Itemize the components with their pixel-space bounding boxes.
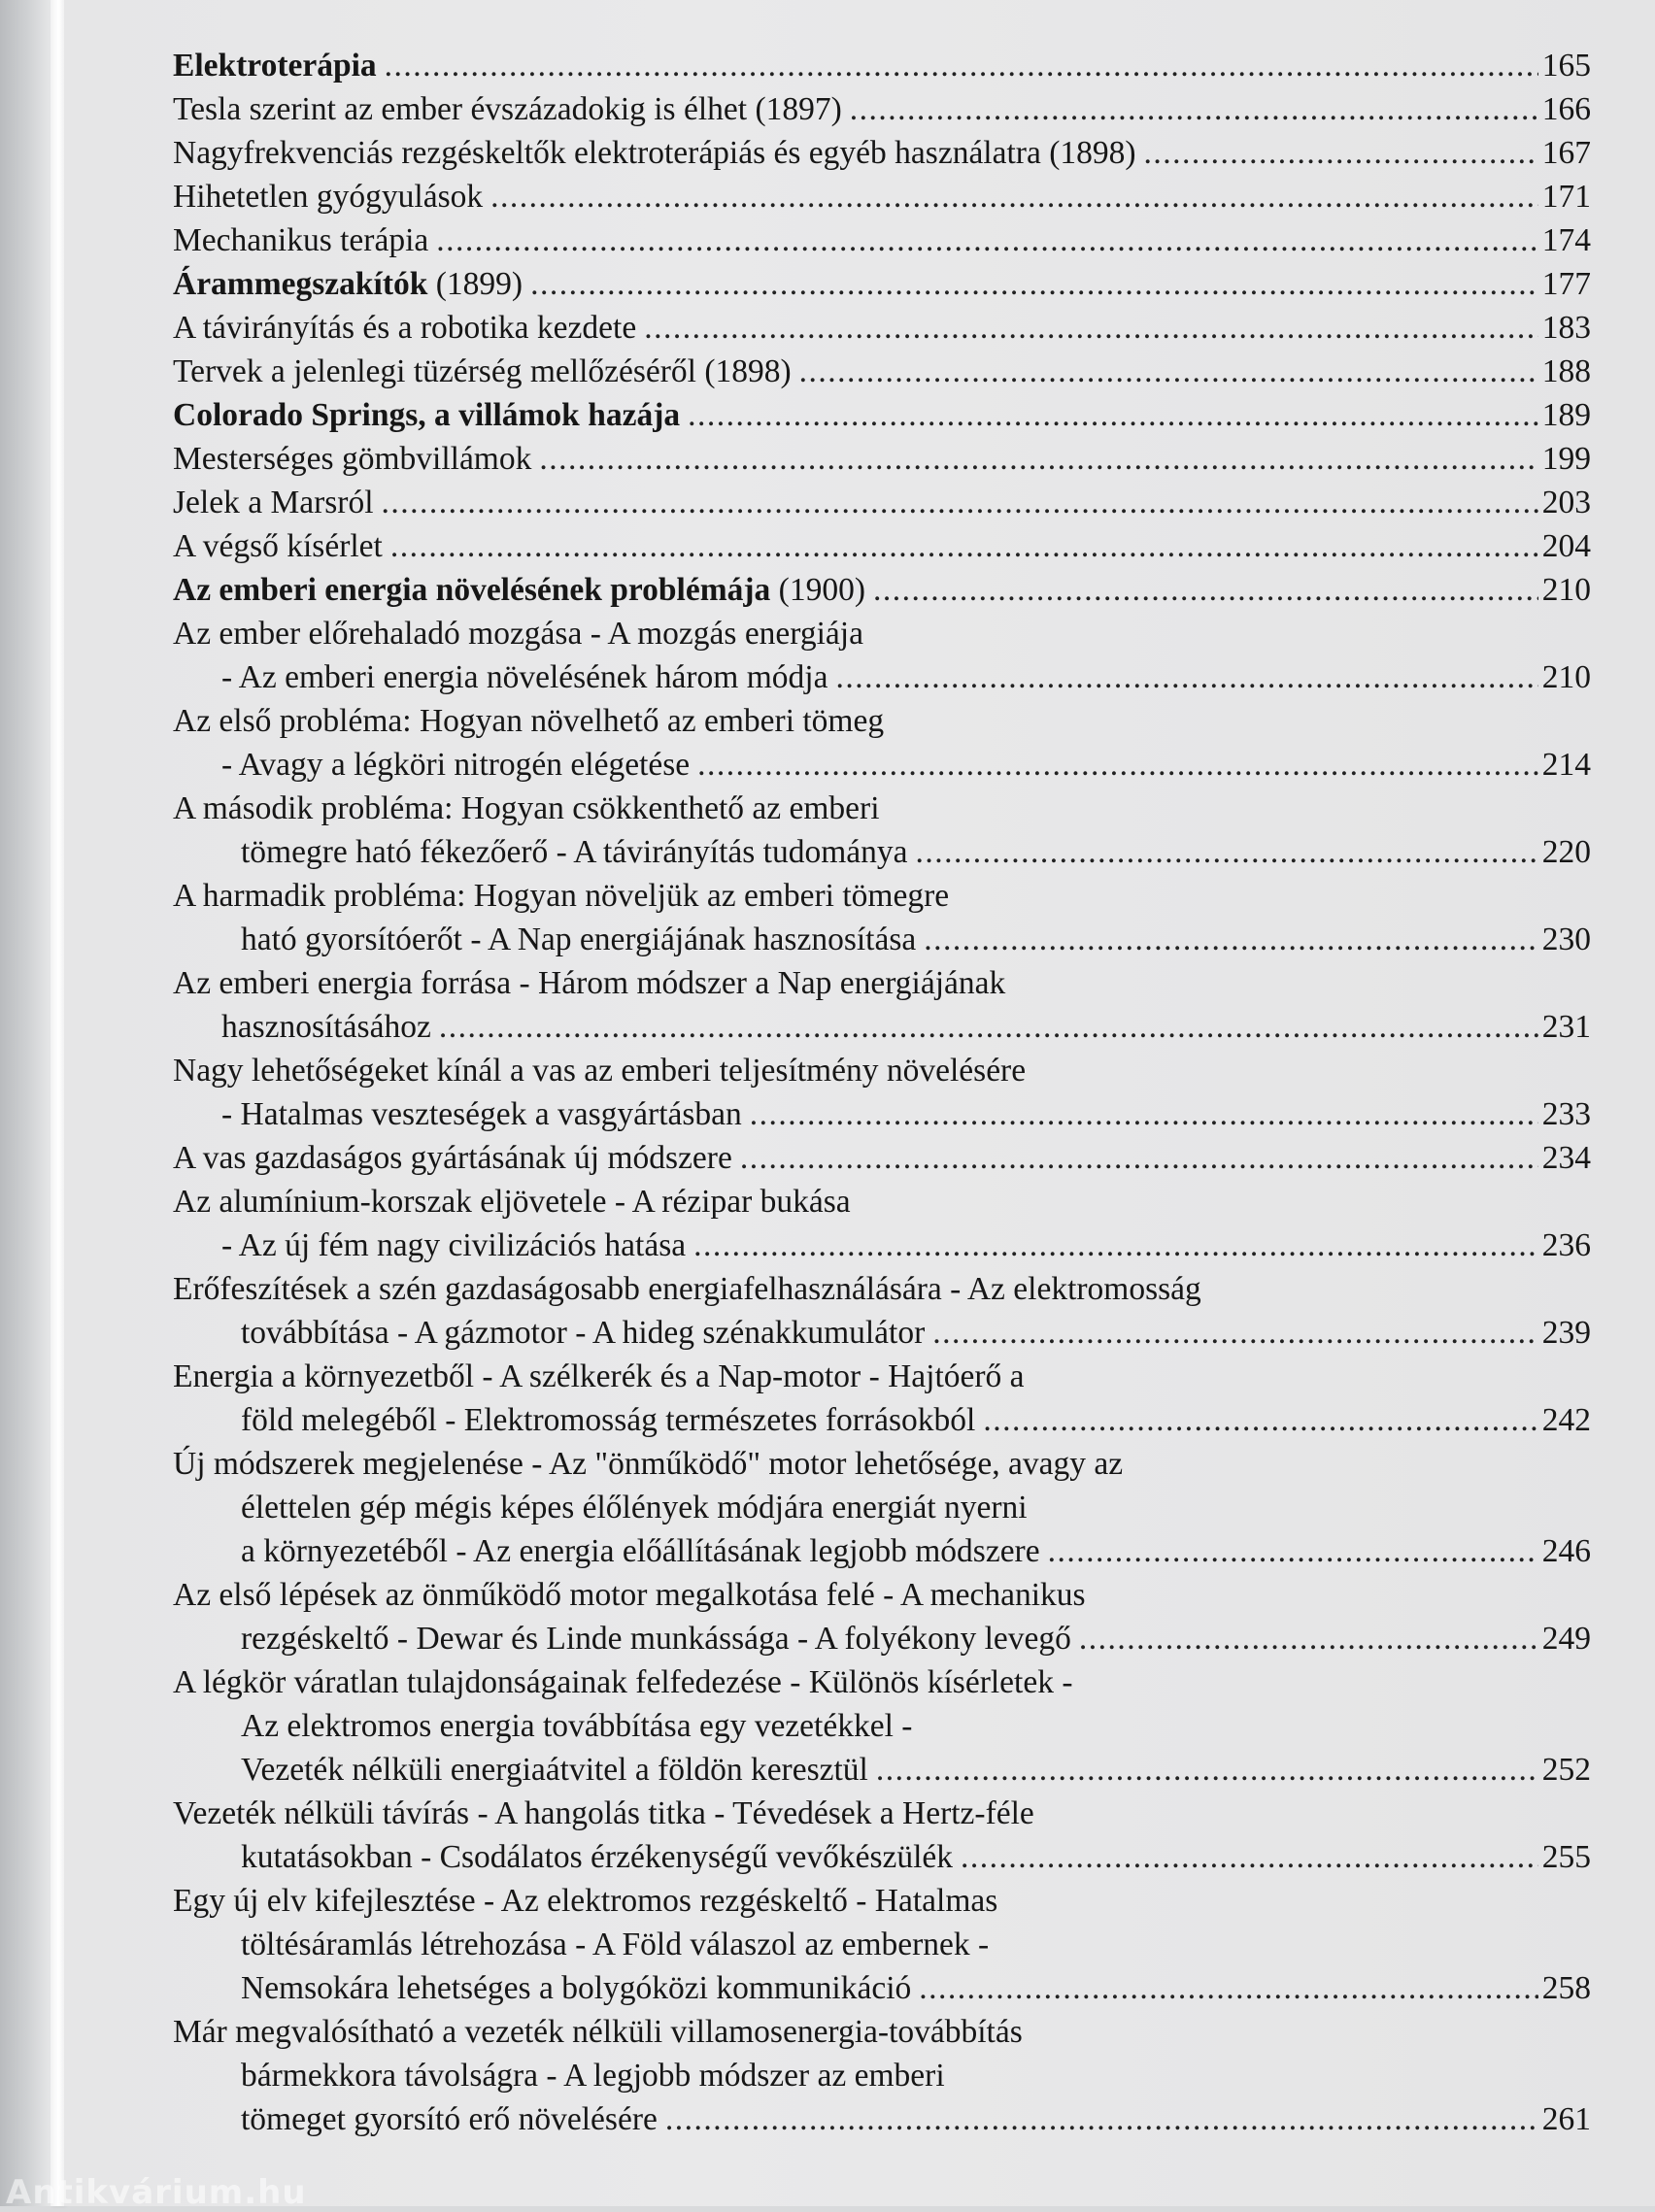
toc-entry-title: Vezeték nélküli energiaátvitel a földön keresztül	[241, 1752, 868, 1788]
toc-entry	[173, 1311, 1591, 1355]
toc-leader-dots	[919, 1966, 1537, 2010]
toc-entry-title: - Az emberi energia növelésének három módja	[221, 659, 828, 695]
toc-page-number: 239	[1541, 1315, 1591, 1351]
toc-entry-title: rezgéskeltő - Dewar és Linde munkássága - A folyékony levegő	[241, 1621, 1071, 1657]
toc-leader-dots	[961, 1835, 1538, 1879]
toc-entry	[173, 350, 1591, 393]
toc-page-number: 199	[1541, 441, 1591, 477]
toc-page-number: 203	[1541, 485, 1591, 520]
toc-entry	[173, 1398, 1591, 1442]
toc-entry	[173, 131, 1591, 175]
toc-entry-title: A harmadik probléma: Hogyan növeljük az emberi tömegre	[173, 878, 950, 914]
toc-entry	[173, 1486, 1591, 1529]
toc-page-number: 234	[1541, 1140, 1591, 1176]
toc-entry-title: - Avagy a légköri nitrogén elégetése	[221, 747, 691, 783]
toc-entry-title: Az elektromos energia továbbítása egy vezetékkel -	[241, 1708, 913, 1744]
toc-entry	[173, 2054, 1591, 2097]
toc-entry	[173, 1792, 1591, 1835]
watermark: Antikvárium.hu	[6, 2173, 307, 2212]
table-of-contents	[173, 44, 1591, 2141]
toc-entry	[173, 481, 1591, 524]
toc-entry	[173, 1267, 1591, 1311]
toc-entry	[173, 1355, 1591, 1398]
toc-leader-dots	[835, 655, 1537, 699]
toc-entry	[173, 306, 1591, 350]
toc-entry-title: A távirányítás és a robotika kezdete	[173, 310, 637, 346]
toc-entry-title: kutatásokban - Csodálatos érzékenységű vevőkészülék	[241, 1839, 954, 1875]
toc-entry	[173, 1180, 1591, 1223]
toc-leader-dots	[750, 1092, 1538, 1136]
toc-entry-title: A légkör váratlan tulajdonságainak felfedezése - Különös kísérletek -	[173, 1664, 1073, 1700]
toc-entry	[173, 1136, 1591, 1180]
toc-page-number: 255	[1541, 1839, 1591, 1875]
toc-leader-dots	[385, 44, 1538, 87]
toc-entry	[173, 787, 1591, 830]
toc-entry-title: ható gyorsítóerőt - A Nap energiájának hasznosítása	[241, 922, 917, 957]
toc-entry-title: hasznosításához	[221, 1009, 431, 1045]
toc-entry-title: tömegre ható fékezőerő - A távirányítás tudománya	[241, 834, 908, 870]
toc-leader-dots	[539, 437, 1537, 481]
toc-entry-title: Elektroterápia	[173, 48, 377, 84]
toc-page-number: 246	[1541, 1533, 1591, 1569]
toc-entry-title: Az ember előrehaladó mozgása - A mozgás energiája	[173, 616, 863, 652]
toc-entry	[173, 1005, 1591, 1049]
toc-leader-dots	[799, 350, 1538, 393]
toc-entry	[173, 655, 1591, 699]
toc-leader-dots	[1079, 1617, 1538, 1660]
toc-entry-title: Tervek a jelenlegi tüzérség mellőzéséről (1898)	[173, 353, 792, 389]
toc-leader-dots	[530, 262, 1538, 306]
toc-entry-title: Energia a környezetből - A szélkerék és a Nap-motor - Hajtóerő a	[173, 1358, 1025, 1394]
toc-page-number: 165	[1541, 48, 1591, 84]
toc-entry	[173, 1704, 1591, 1748]
toc-page-number: 249	[1541, 1621, 1591, 1657]
toc-page-number: 236	[1541, 1227, 1591, 1263]
toc-entry-title: továbbítása - A gázmotor - A hideg szénakkumulátor	[241, 1315, 926, 1351]
toc-entry-title: Jelek a Marsról	[173, 485, 374, 520]
toc-entry-title: A második probléma: Hogyan csökkenthető az emberi	[173, 790, 880, 826]
toc-page-number: 230	[1541, 922, 1591, 957]
toc-entry	[173, 1835, 1591, 1879]
toc-entry	[173, 830, 1591, 874]
toc-entry	[173, 2097, 1591, 2141]
toc-entry	[173, 393, 1591, 437]
toc-entry-title: Az emberi energia forrása - Három módszer a Nap energiájának	[173, 965, 1006, 1001]
toc-entry-title: Már megvalósítható a vezeték nélküli villamosenergia-továbbítás	[173, 2014, 1023, 2050]
toc-page-number: 174	[1541, 222, 1591, 258]
toc-entry-title: Új módszerek megjelenése - Az "önműködő" motor lehetősége, avagy az	[173, 1446, 1124, 1482]
toc-entry	[173, 437, 1591, 481]
toc-leader-dots	[665, 2097, 1538, 2141]
toc-leader-dots	[439, 1005, 1538, 1049]
toc-leader-dots	[644, 306, 1538, 350]
toc-entry	[173, 2010, 1591, 2054]
toc-leader-dots	[1144, 131, 1538, 175]
toc-entry-title: A vas gazdaságos gyártásának új módszere	[173, 1140, 732, 1176]
toc-page-number: 261	[1541, 2101, 1591, 2137]
toc-entry-title: Az első lépések az önműködő motor megalkotása felé - A mechanikus	[173, 1577, 1086, 1613]
toc-entry	[173, 1879, 1591, 1923]
toc-leader-dots	[850, 87, 1538, 131]
page-fold	[51, 0, 64, 2206]
toc-entry	[173, 524, 1591, 568]
toc-entry	[173, 175, 1591, 218]
toc-leader-dots	[390, 524, 1538, 568]
toc-entry-title: Hihetetlen gyógyulások	[173, 179, 484, 215]
toc-page-number: 188	[1541, 353, 1591, 389]
toc-entry	[173, 218, 1591, 262]
toc-entry	[173, 612, 1591, 655]
toc-page-number: 242	[1541, 1402, 1591, 1438]
toc-entry-title: Vezeték nélküli távírás - A hangolás titka - Tévedések a Hertz-féle	[173, 1795, 1034, 1831]
toc-entry	[173, 1748, 1591, 1792]
toc-leader-dots	[382, 481, 1538, 524]
toc-leader-dots	[983, 1398, 1537, 1442]
toc-entry	[173, 1573, 1591, 1617]
toc-page-number: 171	[1541, 179, 1591, 215]
toc-entry-title: Az első probléma: Hogyan növelhető az emberi tömeg	[173, 703, 885, 739]
toc-entry-year: (1900)	[770, 572, 865, 608]
toc-entry	[173, 1223, 1591, 1267]
toc-entry-title: föld melegéből - Elektromosság természetes forrásokból	[241, 1402, 976, 1438]
toc-entry-title: tömeget gyorsító erő növelésére	[241, 2101, 658, 2137]
toc-page-number: 183	[1541, 310, 1591, 346]
toc-leader-dots	[876, 1748, 1538, 1792]
toc-page-number: 233	[1541, 1096, 1591, 1132]
toc-entry-title: töltésáramlás létrehozása - A Föld válaszol az embernek -	[241, 1927, 990, 1962]
toc-leader-dots	[436, 218, 1538, 262]
toc-entry-title: Nemsokára lehetséges a bolygóközi kommunikáció	[241, 1970, 912, 2006]
toc-entry-title: Árammegszakítók	[173, 266, 428, 302]
toc-entry	[173, 1923, 1591, 1966]
toc-leader-dots	[1048, 1529, 1538, 1573]
toc-page-number: 252	[1541, 1752, 1591, 1788]
toc-page-number: 166	[1541, 91, 1591, 127]
toc-entry	[173, 743, 1591, 787]
toc-page-number: 214	[1541, 747, 1591, 783]
toc-page-number: 204	[1541, 528, 1591, 564]
toc-leader-dots	[490, 175, 1538, 218]
toc-leader-dots	[873, 568, 1538, 612]
toc-entry	[173, 568, 1591, 612]
toc-entry	[173, 1617, 1591, 1660]
toc-entry-title: Az alumínium-korszak eljövetele - A rézipar bukása	[173, 1184, 851, 1220]
toc-entry-title: bármekkora távolságra - A legjobb módszer az emberi	[241, 2058, 945, 2094]
toc-entry-title: a környezetéből - Az energia előállításának legjobb módszere	[241, 1533, 1040, 1569]
toc-page-number: 189	[1541, 397, 1591, 433]
toc-leader-dots	[916, 830, 1538, 874]
toc-entry-title: Tesla szerint az ember évszázadokig is élhet (1897)	[173, 91, 842, 127]
toc-page-number: 220	[1541, 834, 1591, 870]
toc-leader-dots	[697, 743, 1538, 787]
toc-entry	[173, 87, 1591, 131]
toc-entry-title: Egy új elv kifejlesztése - Az elektromos rezgéskeltő - Hatalmas	[173, 1883, 998, 1919]
toc-page-number: 258	[1541, 1970, 1591, 2006]
toc-leader-dots	[924, 918, 1538, 961]
toc-leader-dots	[932, 1311, 1537, 1355]
toc-entry-title: - Az új fém nagy civilizációs hatása	[221, 1227, 687, 1263]
toc-entry-title: Az emberi energia növelésének problémája	[173, 572, 771, 608]
toc-page-number: 210	[1541, 659, 1591, 695]
toc-entry-title: Colorado Springs, a villámok hazája	[173, 397, 681, 433]
toc-entry	[173, 1966, 1591, 2010]
toc-entry-title: - Hatalmas veszteségek a vasgyártásban	[221, 1096, 742, 1132]
toc-entry	[173, 1049, 1591, 1092]
toc-entry-title: élettelen gép mégis képes élőlények módjára energiát nyerni	[241, 1490, 1028, 1525]
toc-entry	[173, 44, 1591, 87]
toc-entry	[173, 961, 1591, 1005]
toc-entry	[173, 1092, 1591, 1136]
toc-entry-year: (1899)	[427, 266, 524, 302]
toc-entry	[173, 699, 1591, 743]
toc-entry	[173, 1442, 1591, 1486]
toc-page-number: 177	[1541, 266, 1591, 302]
toc-leader-dots	[693, 1223, 1538, 1267]
toc-leader-dots	[688, 393, 1538, 437]
toc-page-number: 167	[1541, 135, 1591, 171]
toc-entry-title: Nagy lehetőségeket kínál a vas az emberi teljesítmény növelésére	[173, 1053, 1027, 1089]
toc-entry	[173, 262, 1591, 306]
toc-page-number: 231	[1541, 1009, 1591, 1045]
toc-entry-title: Nagyfrekvenciás rezgéskeltők elektroterápiás és egyéb használatra (1898)	[173, 135, 1136, 171]
toc-leader-dots	[740, 1136, 1538, 1180]
toc-entry	[173, 1660, 1591, 1704]
toc-entry	[173, 918, 1591, 961]
toc-entry	[173, 874, 1591, 918]
toc-entry-title: Mechanikus terápia	[173, 222, 429, 258]
toc-entry-title: Mesterséges gömbvillámok	[173, 441, 532, 477]
toc-page-number: 210	[1541, 572, 1591, 608]
toc-entry-title: A végső kísérlet	[173, 528, 383, 564]
book-spine-shadow	[0, 0, 51, 2206]
toc-entry	[173, 1529, 1591, 1573]
toc-entry-title: Erőfeszítések a szén gazdaságosabb energiafelhasználására - Az elektromosság	[173, 1271, 1201, 1307]
